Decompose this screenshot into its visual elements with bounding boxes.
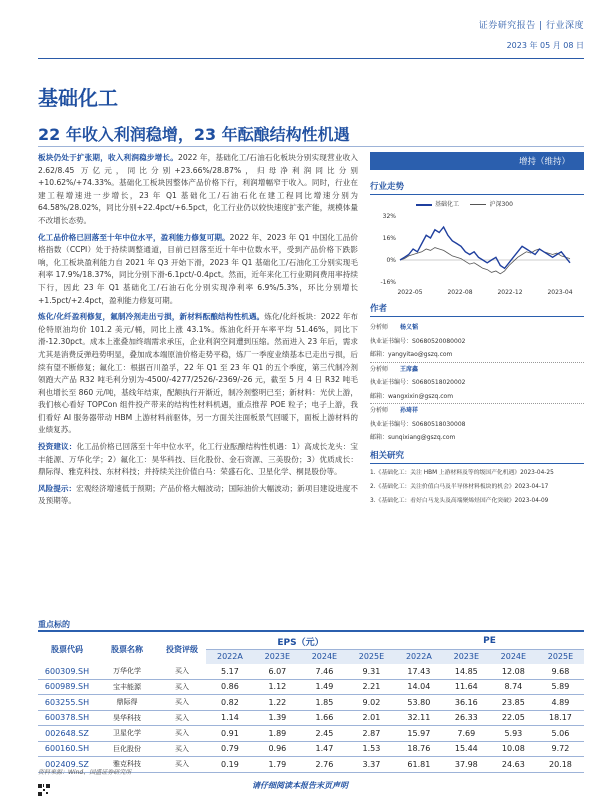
table-cell: 37.98 (454, 759, 478, 769)
table-cell: 2.01 (362, 713, 381, 723)
table-row (38, 695, 584, 711)
stock-code[interactable]: 002409.SZ (45, 759, 89, 769)
stock-name: 卫星化学 (113, 729, 141, 738)
table-cell: 1.66 (315, 713, 334, 723)
table-cell: 1.53 (362, 744, 381, 754)
paragraph-lead: 投资建议： (38, 442, 77, 452)
table-cell: 5.89 (551, 682, 570, 692)
table-cell: 14.85 (454, 666, 478, 676)
year-header: 2022A (206, 649, 254, 664)
paragraph-lead: 风险提示： (38, 483, 77, 493)
table-cell: 17.43 (407, 666, 431, 676)
table-cell: 5.93 (504, 728, 523, 738)
author-cert: 执业证书编号：S0680518020002 (370, 379, 466, 386)
stock-rating: 买入 (175, 744, 189, 753)
report-title: 22 年收入利润稳增，23 年酝酿结构性机遇 (38, 125, 350, 144)
table-cell: 1.14 (221, 713, 239, 723)
table-cell: 8.74 (504, 682, 523, 692)
stock-name: 万华化学 (113, 667, 141, 676)
x-tick-label: 2022-08 (447, 289, 473, 296)
table-cell: 9.68 (551, 666, 570, 676)
pe-group-header: PE (395, 634, 584, 649)
table-cell: 1.22 (268, 697, 287, 707)
author-block (370, 321, 584, 445)
x-tick-label: 2023-04 (547, 289, 573, 296)
x-tick-label: 2022-12 (497, 289, 523, 296)
table-cell: 53.80 (407, 697, 431, 707)
header-divider (38, 58, 584, 59)
table-top-rule (38, 630, 584, 632)
table-cell: 3.37 (362, 759, 381, 769)
paragraph (38, 483, 358, 508)
footer-disclaimer: 请仔细阅读本报告末页声明 (252, 781, 348, 790)
table-cell: 0.96 (268, 744, 287, 754)
table-row (38, 679, 584, 695)
stock-rating: 买入 (175, 682, 189, 691)
table-cell: 1.79 (268, 759, 287, 769)
stock-rating: 买入 (175, 698, 189, 707)
table-cell: 26.33 (454, 713, 478, 723)
related-item[interactable]: 3.《基础化工：看好白马龙头及高端聚烯烃国产化突破》2023-04-09 (370, 497, 549, 504)
author-name: 杨义韬 (400, 324, 419, 331)
author-role: 分析师 (370, 324, 389, 331)
y-tick-label: 32% (382, 213, 396, 220)
report-date: 2023 年 05 月 08 日 (506, 41, 584, 50)
title-divider (38, 146, 584, 147)
table-cell: 9.31 (362, 666, 381, 676)
author-name: 王席鑫 (400, 365, 419, 373)
sector-title: 基础化工 (38, 86, 118, 110)
table-cell: 0.86 (221, 682, 239, 692)
year-header: 2023E (443, 649, 490, 664)
table-cell: 1.47 (315, 744, 334, 754)
table-cell: 1.89 (268, 728, 287, 738)
y-tick-label: 0% (386, 257, 396, 264)
table-heading: 重点标的 (38, 620, 70, 629)
paragraph (38, 311, 358, 437)
table-row (38, 710, 584, 726)
author-role-row (370, 404, 584, 418)
table-cell: 22.05 (501, 713, 525, 723)
year-header: 2025E (348, 649, 395, 664)
trend-heading: 行业走势 (370, 180, 584, 195)
legend-swatch-2 (470, 204, 486, 205)
author-cert: 执业证书编号：S0680520080002 (370, 337, 466, 345)
table-cell: 5.17 (221, 666, 239, 676)
table-cell: 9.72 (551, 744, 570, 754)
table-cell: 1.85 (315, 697, 334, 707)
report-type-label: 证券研究报告 | 行业深度 (478, 21, 584, 31)
chart-legend (370, 199, 584, 208)
related-item[interactable]: 1.《基础化工：关注 HBM 上游材料及等的级国产化机遇》2023-04-25 (370, 469, 554, 476)
stock-name: 宝丰能源 (113, 682, 141, 691)
paragraph-lead: 炼化/化纤盈利修复，氟制冷剂走出亏损，新材料酝酿结构性机遇。 (38, 312, 265, 322)
series-line (400, 227, 570, 268)
author-email[interactable]: 邮箱：sunqixiang@gszq.com (370, 434, 456, 441)
trend-chart (370, 210, 584, 298)
stock-code[interactable]: 002648.SZ (45, 728, 89, 738)
table-cell: 18.17 (548, 713, 572, 723)
stock-rating: 买入 (175, 760, 189, 769)
stock-name: 昊华科技 (113, 713, 141, 722)
paragraph (38, 152, 358, 228)
related-list (370, 468, 584, 507)
table-cell: 2.87 (362, 728, 381, 738)
col-rating-header: 投资评级 (166, 644, 198, 654)
table-cell: 0.79 (221, 744, 239, 754)
paragraph-lead: 化工品价格已回落至十年中位水平，盈利能力修复可期。 (38, 232, 230, 242)
x-tick-label: 2022-05 (397, 289, 423, 296)
table-cell: 15.97 (407, 728, 431, 738)
table-cell: 1.39 (268, 713, 287, 723)
table-cell: 18.76 (407, 744, 431, 754)
table-cell: 2.76 (315, 759, 334, 769)
table-cell: 0.19 (221, 759, 239, 769)
stock-code[interactable]: 600989.SH (44, 682, 90, 692)
stock-rating: 买入 (175, 729, 189, 738)
table-cell: 6.07 (268, 666, 287, 676)
related-heading: 相关研究 (370, 449, 584, 464)
eps-group-header: EPS（元） (206, 634, 395, 649)
table-cell: 11.64 (454, 682, 478, 692)
main-text (38, 152, 358, 512)
paragraph-body: 宏观经济增速低于预期；产品价格大幅波动；国际油价大幅波动；新项目建设进度不及预期等。 (38, 483, 359, 506)
year-header: 2023E (254, 649, 301, 664)
year-header: 2022A (395, 649, 443, 664)
table-cell: 61.81 (407, 759, 431, 769)
author-role-row (370, 363, 584, 377)
related-item[interactable]: 2.《基础化工：关注价值白马及半导体材料板块的机会》2023-04-17 (370, 483, 549, 490)
table-cell: 24.63 (501, 759, 525, 769)
y-tick-label: -16% (380, 279, 396, 286)
stock-rating: 买入 (175, 667, 189, 676)
paragraph-body: 化工品价格已回落至十年中位水平，化工行业酝酿结构性机遇：1）高成长龙头：宝丰能源、万华化学；2）氟化工：昊华科技、巨化股份、金石资源、三美股份；3）优质成长：鼎际得、雅克科技、东材科技；并持续关注价值白马：荣盛石化、卫星化学、桐昆股份等。 (38, 442, 359, 477)
paragraph-body: 2022 年、2023 年 Q1 中国化工品价格指数（CCPI）处于持续调整通道，目前已回落至近十年中位数水平，受到产品价格下跌影响，化工板块盈利能力自 2021 年 Q3 开始下滑，2023 年 Q1 基础化工/石油化工分别实现毛利率 17.9%/18.37%，同比分别下滑-6.1pct/-0.4pct。然而，近年来化工行业期间费用率持续下行，因此 23 年 Q1 基础化工/石油石化分别实现净利率 6.9%/5.3%，环比分别增长+1.5pct/+2.4pct，盈利能力修复可期。 (38, 232, 359, 305)
legend-label-2: 沪深300 (489, 201, 513, 208)
table-cell: 0.91 (221, 728, 239, 738)
table-row (38, 741, 584, 757)
table-cell: 20.18 (548, 759, 572, 769)
sidebar (370, 152, 584, 510)
author-heading: 作者 (370, 302, 584, 317)
table-cell: 9.02 (362, 697, 381, 707)
table-row (38, 664, 584, 679)
author-name: 孙琦祥 (400, 407, 419, 414)
author-role-row (370, 321, 584, 335)
legend-swatch-1 (416, 204, 432, 206)
table-cell: 15.44 (454, 744, 478, 754)
year-header: 2024E (301, 649, 348, 664)
table-cell: 32.11 (407, 713, 431, 723)
legend-label-1: 基础化工 (435, 201, 460, 208)
author-email[interactable]: 邮箱：yangyitao@gszq.com (370, 351, 453, 358)
table-source: 资料来源：Wind、国盛证券研究所 (38, 769, 132, 776)
table-cell: 12.08 (501, 666, 525, 676)
table-cell: 14.04 (407, 682, 431, 692)
y-tick-label: 16% (382, 235, 396, 242)
paragraph-body: 炼化/化纤板块：2022 年布伦特原油均价 101.2 美元/桶，同比上涨 43.1%。炼油化纤开车率平均 51.46%，同比下滑-12.30pct。成本上涨叠加终端需求承压，企业利润空间遭到压缩。然而进入 23 年后，需求尤其是消费反弹趋势明显，叠加成本端原油价格走势平稳，炼厂一季度业绩基本已走出亏损，后续有望不断修复；氟化工：根据百川盈孚，22 年 Q1 至 23 年 Q1 的五个季度，第三代制冷剂领跑大产品 R32 吨毛利分别为-4500/-4277/2526/-2369/-26 元，截至 5 月 4 日 R32 吨毛利也增长至 860 元/吨，基线年结束，配额执行开渐近，制冷剂整明已至；新材料：光伏上游，我们核心看好 TOPCon 组件投产带来的结构性材料机遇，重点推荐 POE 粒子；电子上游，我们看好 AI 服务器带动 HBM 上游材料前驱体，另一方面关注面板景气回暖下，面板上游材料的业绩复苏。 (38, 312, 358, 435)
stock-code[interactable]: 603255.SH (44, 697, 90, 707)
table-cell: 1.12 (268, 682, 287, 692)
paragraph-lead: 板块仍处于扩张期，收入利润稳步增长。 (38, 153, 178, 162)
stock-rating: 买入 (175, 713, 189, 722)
stock-name: 巨化股份 (113, 744, 141, 753)
paragraph (38, 441, 358, 479)
col-name-header: 股票名称 (111, 644, 143, 654)
author-email[interactable]: 邮箱：wangxixin@gszq.com (370, 392, 454, 400)
table-cell: 23.85 (501, 697, 525, 707)
stock-code[interactable]: 600378.SH (44, 713, 90, 723)
stock-name: 雅克科技 (113, 760, 141, 769)
stock-code[interactable]: 600160.SH (44, 744, 90, 754)
table-cell: 5.06 (551, 728, 570, 738)
table-cell: 0.82 (221, 697, 239, 707)
table-cell: 1.49 (315, 682, 334, 692)
table-cell: 4.89 (551, 697, 570, 707)
table-cell: 7.69 (457, 728, 476, 738)
col-code-header: 股票代码 (51, 644, 83, 654)
stock-code[interactable]: 600309.SH (44, 666, 90, 676)
paragraph (38, 232, 358, 308)
table-row (38, 726, 584, 742)
year-header: 2025E (537, 649, 584, 664)
table-cell: 10.08 (501, 744, 525, 754)
table-cell: 2.45 (315, 728, 334, 738)
author-cert: 执业证书编号：S0680518030008 (370, 420, 466, 428)
author-role: 分析师 (370, 365, 389, 373)
table-cell: 7.46 (315, 666, 334, 676)
paragraph-body: 2022 年，基础化工/石油石化板块分别实现营业收入 2.62/8.45 万亿元，同比分别+23.66%/28.87%，归母净利润同比分别+10.62%/+74.33%。基础化工板块因整体产品价格下行，利润增幅窄于收入。同时，行业在建工程增速进一步增长，23 年 Q1 基础化工/石油石化在建工程同比增速分别为 64.58%/28.02%，同比分别+22.4pct/+6.5pct，化工行业仍以较快速度扩张产能，规模体量不改增长态势。 (38, 153, 358, 225)
key-stocks-table (38, 634, 584, 773)
table-cell: 2.21 (362, 682, 381, 692)
author-role: 分析师 (370, 407, 389, 414)
year-header: 2024E (490, 649, 537, 664)
stock-name: 鼎际得 (116, 698, 138, 707)
rating-badge: 增持（维持） (370, 152, 584, 170)
table-cell: 36.16 (454, 697, 478, 707)
